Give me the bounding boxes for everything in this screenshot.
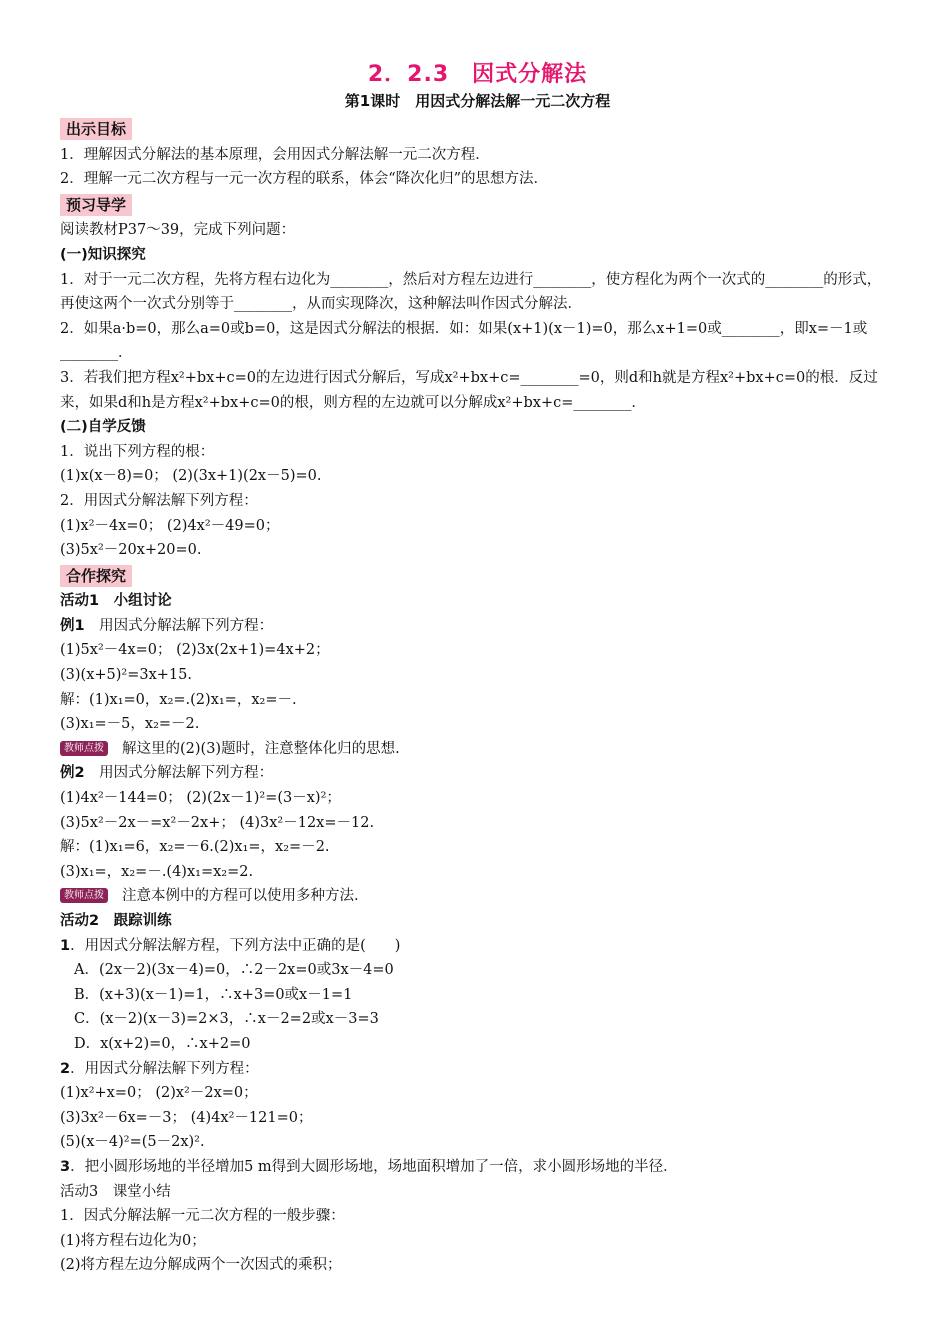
text-line: (3)5x²－2x－=x²－2x+； (4)3x²－12x=－12. [60, 814, 375, 831]
text-line: 解：(1)x₁=0，x₂=.(2)x₁=，x₂=－. [60, 691, 297, 708]
teacher-note [60, 884, 895, 909]
document-body [60, 116, 895, 1278]
item-text: ．用因式分解法解方程，下列方法中正确的是( ) [70, 937, 401, 954]
text-line: (1)x²－4x=0； (2)4x²－49=0； [60, 517, 280, 534]
page-title: 2．2.3 因式分解法 [367, 62, 588, 87]
subsection-heading: 活动2 跟踪训练 [60, 913, 172, 929]
text-line: 阅读教材P37～39，完成下列问题： [60, 222, 296, 239]
text-line: (1)将方程右边化为0； [60, 1232, 206, 1249]
text-line: 2．理解一元二次方程与一元一次方程的联系，体会“降次化归”的思想方法． [60, 171, 549, 188]
text-line [60, 934, 895, 959]
subsection-heading: (一)知识探究 [60, 246, 146, 263]
text-line: (3)(x+5)²=3x+15. [60, 667, 192, 684]
text-line: (3)x₁=，x₂=－.(4)x₁=x₂=2. [60, 863, 254, 880]
text-line: (2)将方程左边分解成两个一次因式的乘积； [60, 1257, 342, 1274]
text-line [60, 614, 895, 639]
teacher-note [60, 737, 895, 762]
text-line: 解：(1)x₁=6，x₂=－6.(2)x₁=，x₂=－2. [60, 839, 330, 856]
teacher-note-badge: 教师点拨 [60, 741, 108, 756]
item-text: ．把小圆形场地的半径增加5 m得到大圆形场地，场地面积增加了一倍，求小圆形场地的半径． [70, 1158, 678, 1175]
text-line: (3)x₁=－5，x₂=－2. [60, 716, 200, 733]
text-line: (3)5x²－20x+20=0. [60, 542, 202, 559]
text-line: (1)4x²－144=0； (2)(2x－1)²=(3－x)²； [60, 790, 341, 807]
text-line: 活动3 课堂小结 [60, 1183, 171, 1200]
item-number: 1 [60, 937, 71, 954]
choice-option: D．x(x+2)=0，∴x+2=0 [74, 1035, 251, 1052]
text-line: 2．用因式分解法解下列方程： [60, 492, 258, 509]
subsection-heading: (二)自学反馈 [60, 419, 146, 436]
text-line: (5)(x－4)²=(5－2x)². [60, 1134, 205, 1151]
text-line: 1．理解因式分解法的基本原理，会用因式分解法解一元二次方程． [60, 146, 490, 163]
choice-option: C．(x－2)(x－3)=2×3，∴x－2=2或x－3=3 [74, 1011, 379, 1028]
document-page [60, 60, 895, 1278]
item-text: 用因式分解法解下列方程： [84, 765, 274, 782]
text-line: 1．说出下列方程的根： [60, 443, 215, 460]
item-text: 用因式分解法解下列方程： [84, 617, 274, 634]
section-heading-row [60, 116, 895, 143]
item-number: 例1 [60, 617, 85, 634]
paragraph: 1．对于一元二次方程，先将方程右边化为________，然后对方程左边进行________，使方程化为两个一次式的________的形式，再使这两个一次式分别等于________，从而实现降次，这种解法叫作因式分解法． [60, 271, 882, 313]
paragraph: 3．若我们把方程x²+bx+c=0的左边进行因式分解后，写成x²+bx+c=________=0，则d和h就是方程x²+bx+c=0的根．反过来，如果d和h是方程x²+bx+c=0的根，则方程的左边就可以分解成x²+bx+c=________． [60, 369, 878, 411]
choice-option: A．(2x－2)(3x－4)=0，∴2－2x=0或3x－4=0 [74, 962, 394, 979]
teacher-note-text: 注意本例中的方程可以使用多种方法. [122, 888, 359, 905]
text-line: (3)3x²－6x=－3； (4)4x²－121=0； [60, 1109, 313, 1126]
text-line [60, 761, 895, 786]
item-number: 例2 [60, 765, 85, 782]
item-number: 2 [60, 1060, 71, 1077]
teacher-note-badge: 教师点拨 [60, 888, 108, 903]
section-heading: 合作探究 [60, 565, 132, 587]
choice-option: B．(x+3)(x－1)=1，∴x+3=0或x－1=1 [74, 986, 353, 1003]
teacher-note-text: 解这里的(2)(3)题时，注意整体化归的思想. [122, 740, 400, 757]
item-text: ．用因式分解法解下列方程： [70, 1060, 259, 1077]
section-heading: 出示目标 [60, 118, 132, 140]
subsection-heading: 活动1 小组讨论 [60, 593, 172, 610]
text-line [60, 1155, 895, 1180]
paragraph: 2．如果a·b=0，那么a=0或b=0，这是因式分解法的根据．如：如果(x+1)(x－1)=0，那么x+1=0或________，即x=－1或________． [60, 320, 868, 362]
text-line: 1．因式分解法解一元二次方程的一般步骤： [60, 1208, 345, 1225]
text-line: (1)x²+x=0； (2)x²－2x=0； [60, 1085, 258, 1102]
section-heading: 预习导学 [60, 194, 132, 216]
section-heading-row [60, 192, 895, 219]
page-subtitle: 第1课时 用因式分解法解一元二次方程 [344, 92, 611, 110]
text-line: (1)x(x－8)=0； (2)(3x+1)(2x－5)=0. [60, 468, 322, 485]
section-heading-row [60, 563, 895, 590]
item-number: 3 [60, 1158, 71, 1175]
text-line: (1)5x²－4x=0； (2)3x(2x+1)=4x+2； [60, 642, 330, 659]
text-line [60, 1057, 895, 1082]
